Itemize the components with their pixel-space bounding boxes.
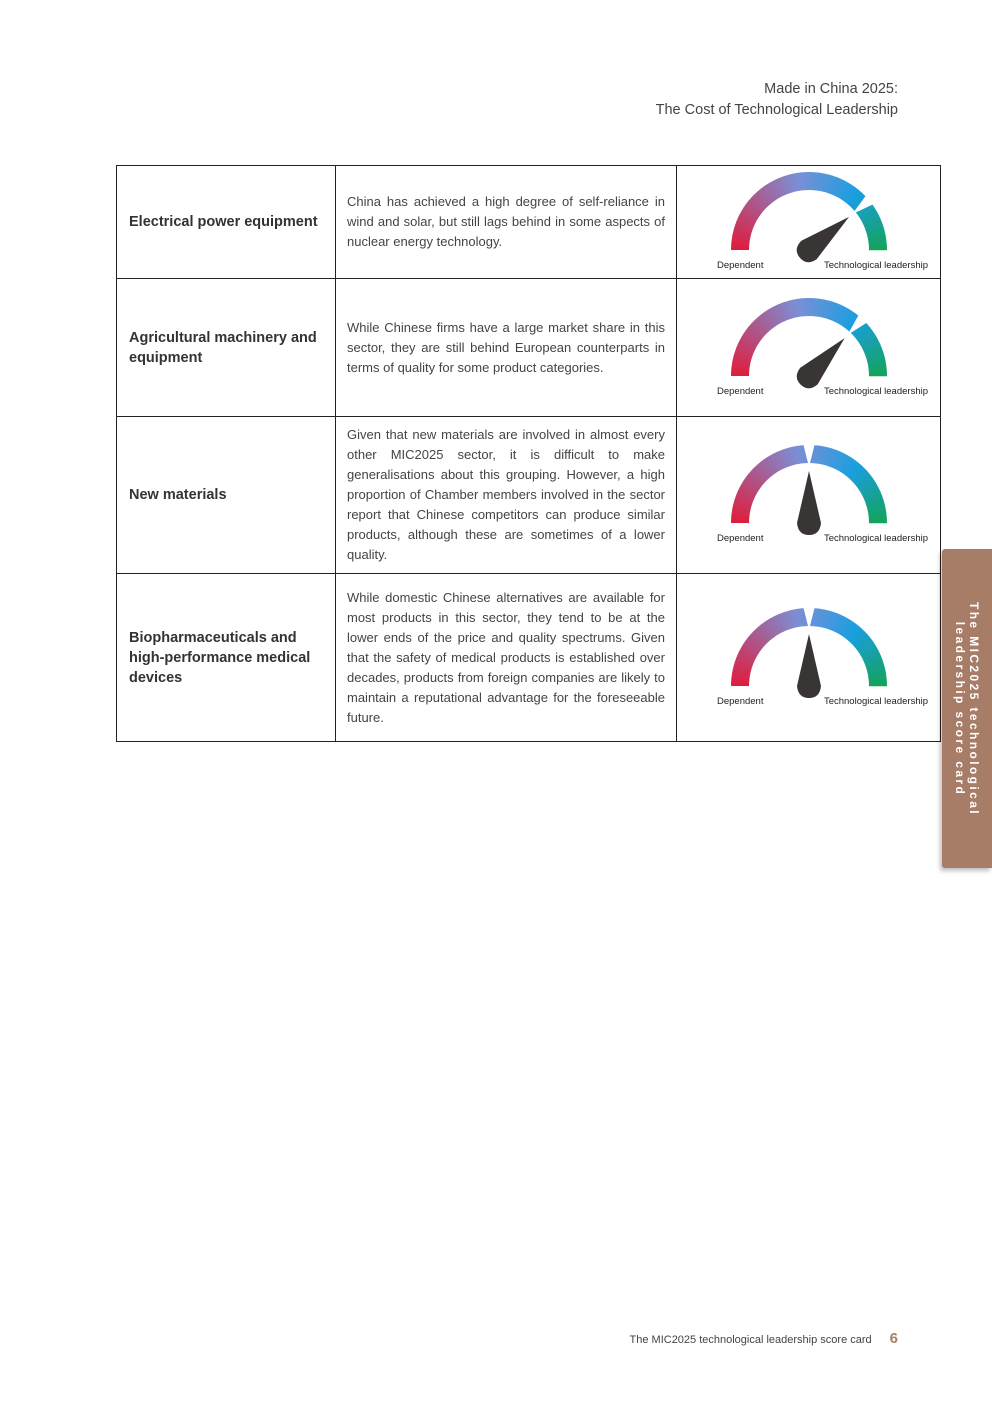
page-number: 6 (889, 1330, 898, 1347)
gauge-label-dependent: Dependent (716, 260, 763, 271)
sector-description: While Chinese firms have a large market share in this sector, they are still behind European counterparts in terms of quality for some product categories. (336, 279, 677, 417)
footer-text: The MIC2025 technological leadership score card (629, 1334, 872, 1346)
gauge-needle (796, 338, 844, 388)
gauge-label-dependent: Dependent (716, 695, 763, 707)
gauge-label-leadership: Technological leadership (823, 695, 928, 707)
sector-name: Agricultural machinery and equipment (117, 279, 336, 417)
page-footer (630, 1330, 898, 1347)
gauge-chart (689, 604, 929, 712)
score-card-table (116, 165, 941, 742)
gauge-label-dependent: Dependent (716, 385, 763, 397)
table-row (117, 279, 941, 417)
sector-name: Electrical power equipment (117, 166, 336, 279)
gauge-chart (689, 168, 929, 276)
table-row (117, 417, 941, 574)
gauge-cell (677, 166, 941, 279)
section-side-tab[interactable] (942, 549, 992, 868)
sector-description: While domestic Chinese alternatives are available for most products in this sector, they tend to be at the lower ends of the price and quality spectrums. Given that the safety of medical products is established over decades, products from foreign companies are likely to maintain a reputational advantage for the foreseeable future. (336, 574, 677, 742)
gauge-label-leadership: Technological leadership (823, 385, 928, 397)
header-title: Made in China 2025: (764, 81, 898, 97)
gauge-needle (797, 634, 821, 698)
header-subtitle: The Cost of Technological Leadership (655, 102, 898, 118)
gauge-label-leadership: Technological leadership (823, 533, 928, 544)
sector-description: Given that new materials are involved in almost every other MIC2025 sector, it is difficult to make generalisations about this grouping. However, a high proportion of Chamber members involved in the sector report that Chinese competitors can produce similar products, although these are sometimes of a lower quality. (336, 417, 677, 574)
sector-description: China has achieved a high degree of self-reliance in wind and solar, but still lags behind in some aspects of nuclear energy technology. (336, 166, 677, 279)
gauge-cell (677, 279, 941, 417)
gauge-needle (797, 471, 821, 535)
table-row (117, 166, 941, 279)
gauge-needle (796, 217, 848, 262)
sector-name: Biopharmaceuticals and high-performance medical devices (117, 574, 336, 742)
gauge-cell (677, 574, 941, 742)
gauge-chart (689, 441, 929, 549)
gauge-chart (689, 294, 929, 402)
gauge-label-leadership: Technological leadership (823, 260, 928, 271)
gauge-cell (677, 417, 941, 574)
gauge-label-dependent: Dependent (716, 533, 763, 544)
side-tab-label: The MIC2025 technological leadership score card (953, 601, 981, 817)
document-header (656, 79, 898, 121)
sector-name: New materials (117, 417, 336, 574)
table-row (117, 574, 941, 742)
